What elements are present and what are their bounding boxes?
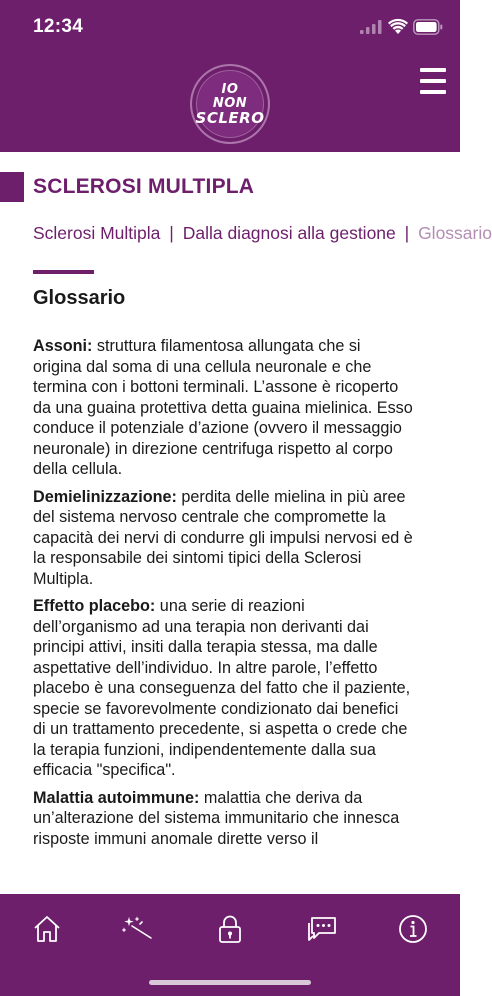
app-logo[interactable] [190,64,270,144]
home-icon [32,914,62,944]
status-bar [0,0,460,56]
logo-text-line: IO [221,82,239,97]
glossary-definition: una serie di reazioni dell’organismo ad una terapia non derivanti dai principi attivi, insiti dalla terapia stessa, ma dalle aspettative dell’individuo. In altre parole, l’effetto placebo è una conseguenza del fatto che il paziente, specie se favorevolmente condizionato dai benefici di un trattamento precedente, si aspetta o crede che la terapia funzioni, indipendentemente dalla sua efficacia "specifica". [33,597,411,779]
logo-text-line: SCLERO [195,109,265,127]
cellular-signal-icon [360,20,382,34]
section-accent-block [0,172,24,202]
padlock-icon [217,914,243,944]
glossary-entry-malattia-autoimmune [33,788,413,850]
chat-bubbles-icon [306,914,338,944]
glossary-entry-assoni [33,336,413,480]
title-underline [33,270,94,274]
glossary-definition: struttura filamentosa allungata che si origina dal soma di una cellula neuronale e che termina con i bottoni terminali. L’assone è ricoperto da una guaina protettiva detta guaina mielinica. Esso conduce il potenziale d’azione (ovvero il messaggio neuronale) in direzione centrifuga rispetto al corpo della cellula. [33,337,413,478]
magic-wand-icon [121,914,155,944]
glossary-term: Demielinizzazione: [33,487,177,506]
glossary-term: Assoni: [33,337,93,355]
info-icon [398,914,428,944]
tab-magic[interactable] [113,904,163,954]
glossary-list [33,336,413,856]
glossary-entry-demielinizzazione [33,487,413,590]
tab-info[interactable] [388,904,438,954]
tab-home[interactable] [22,904,72,954]
section-title: SCLEROSI MULTIPLA [33,175,255,198]
page-title: Glossario [33,287,126,309]
logo-text-line: NON [212,96,248,111]
breadcrumb-separator: | [169,223,174,243]
tab-chat[interactable] [297,904,347,954]
home-indicator[interactable] [149,980,311,985]
breadcrumb-item-glossario[interactable]: Glossario [418,223,492,243]
main-content [0,152,492,894]
glossary-definition: perdita delle mielina in più aree del sistema nervoso centrale che compromette la capacità dei nervi di condurre gli impulsi nervosi ed è la responsabile dei sintomi tipici della Sclerosi Multipla. [33,487,413,588]
status-time: 12:34 [33,16,84,37]
hamburger-menu-icon[interactable] [420,68,448,96]
breadcrumb-item-diagnosi-gestione[interactable]: Dalla diagnosi alla gestione [182,223,396,243]
tab-private[interactable] [205,904,255,954]
app-header [0,0,460,152]
glossary-definition: malattia che deriva da un’alterazione del sistema immunitario che innesca risposte immuni anomale dirette verso il [33,788,400,848]
battery-icon [413,19,443,35]
glossary-term: Effetto placebo: [33,597,156,615]
glossary-term: Malattia autoimmune: [33,788,200,807]
glossary-entry-effetto-placebo [33,596,413,781]
breadcrumb-item-sclerosi-multipla[interactable]: Sclerosi Multipla [33,223,161,243]
breadcrumb-separator: | [404,223,410,243]
breadcrumb [33,223,492,244]
wifi-icon [388,19,408,35]
